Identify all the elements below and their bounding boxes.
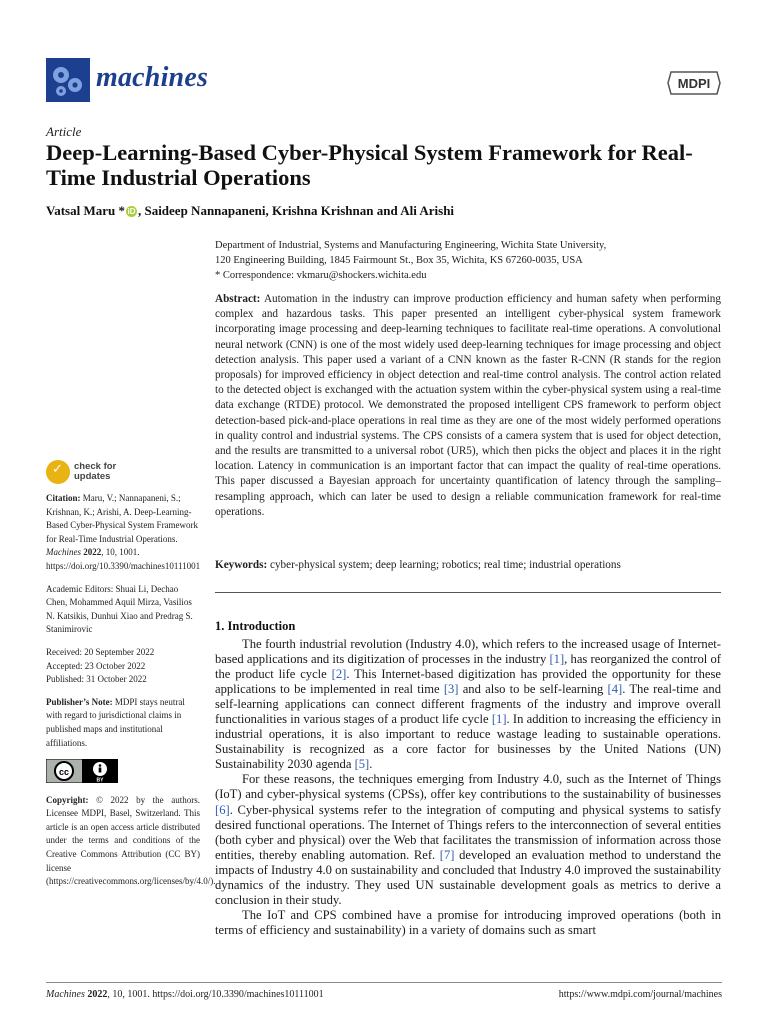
body-text — [215, 637, 721, 938]
citation-link[interactable]: [7] — [439, 847, 455, 862]
article-type: Article — [46, 124, 82, 139]
citation-link[interactable]: [3] — [443, 682, 459, 697]
copyright-block: Copyright: © 2022 by the authors. Licensee MDPI, Basel, Switzerland. This article is an open access article distributed under the terms and conditions of the Creative Commons Attribution (CC BY) license (https://creativecommons.org/licenses/by/4.0/). — [46, 794, 216, 887]
correspondence: * Correspondence: vkmaru@shockers.wichita.edu — [215, 270, 427, 281]
academic-editors: Academic Editors: Shuai Li, Dechao Chen, Mohammed Aquil Mirza, Vasilios N. Katsikis, Dunhui Xiao and Predrag S. Stanimirovic — [46, 583, 193, 635]
abstract-text: Automation in the industry can improve production efficiency and human safety when performing complex and hazardous tasks. This paper presented an intelligent cyber-physical system framework incorporating image processing and deep-learning techniques to facilitate real-time operations. A convolutional neural network (CNN) is one of the most widely used deep-learning techniques for image processing and object detection analysis. This paper used a variant of a CNN known as the faster R-CNN (R stands for the region proposals) for improved efficiency in object detection and real-time control analysis. The control action related to the detected object is exchanged with the actuation system within the cyber-physical system using a real-time data exchange (RTDE) protocol. We demonstrated the proposed intelligent CPS framework to perform object detection-based pick-and-place operations in real time as they are one of the most widely performed operations in quality control and industrial systems. The CPS consists of a camera system that is used for object detection, and the results are transmitted to a universal robot (UR5), which then picks the object and places it in the right location. Latency in communication is an important factor that can impact the quality of real-time operations. This paper discussed a Bayesian approach for uncertainty quantification of latency through the sampling–resampling approach, which can later be used to design a reliable communication framework for real-time operations. — [215, 293, 721, 518]
footer-journal-url[interactable]: https://www.mdpi.com/journal/machines — [558, 989, 722, 1000]
check-for-updates-button[interactable]: ✓ check for updates — [46, 460, 200, 484]
footer-divider — [46, 982, 722, 983]
section-divider — [215, 592, 721, 593]
paragraph: The fourth industrial revolution (Industry 4.0), which refers to the increased usage of Internet-based applications and its digitization of processes in the industry [1], has reorganized the control of the product life cycle [2]. This Internet-based digitization has provided the opportunity for these applications to be implemented in real time [3] and also to be self-learning [4]. The real-time and self-learning applications can connect different fragments of the industry and improve overall functionalities in various stages of a product life cycle [1]. In addition to increasing the efficiency in industrial operations, it is also important to reduce wastage leading to sustainable operations. Sustainability is recognized as a core factor for businesses by the United Nations (UN) Sustainability 2030 agenda [5]. — [215, 637, 722, 772]
mdpi-logo-icon — [667, 70, 721, 96]
citation-link[interactable]: [2] — [331, 667, 347, 682]
affiliation-dept: Department of Industrial, Systems and Manufacturing Engineering, Wichita State University, — [215, 240, 607, 251]
svg-text:BY: BY — [96, 777, 104, 784]
cc-by-license-icon[interactable] — [46, 759, 118, 783]
citation-block: Citation: Maru, V.; Nannapaneni, S.; Krishnan, K.; Arishi, A. Deep-Learning-Based Cyber-Physical System Framework for Real-Time Industrial Operations. Machines 2022, 10, 1001. https://doi.org/10.3390/machines10111001 — [46, 493, 201, 571]
publisher-note: Publisher’s Note: MDPI stays neutral with regard to jurisdictional claims in published maps and institutional affiliations. — [46, 696, 185, 748]
paper-title: Deep-Learning-Based Cyber-Physical System Framework for Real-Time Industrial Operations — [46, 140, 693, 190]
affiliation-address: 120 Engineering Building, 1845 Fairmount St., Box 35, Wichita, KS 67260-0035, USA — [215, 255, 583, 266]
abstract — [215, 292, 721, 520]
author-first: Vatsal Maru * — [46, 203, 125, 218]
paragraph: For these reasons, the techniques emerging from Industry 4.0, such as the Internet of Things (IoT) and cyber-physical systems (CPSs), offer key contributions to the sustainability of businesses [6]. Cyber-physical systems refer to the integration of computing and physical systems to satisfy desired functional operations. The Internet of Things refers to the interconnection of several entities (both cyber and physical) over the Web that facilitates the transmission of information across those entities, thereby enabling automation. Ref. [7] developed an evaluation method to understand the impacts of Industry 4.0 on sustainability and concluded that Industry 4.0 improved the sustainability dynamics of the industry. They used UN sustainable development goals as metrics to derive a conclusion in their study. — [215, 772, 721, 907]
citation-link[interactable]: [6] — [215, 802, 230, 817]
citation-link[interactable]: [1] — [491, 712, 507, 727]
author-rest: , Saideep Nannapaneni, Krishna Krishnan and Ali Arishi — [137, 203, 455, 218]
check-icon: ✓ — [46, 460, 70, 484]
affiliation-block — [215, 238, 725, 283]
author-list — [46, 203, 726, 219]
keywords — [215, 558, 721, 573]
paragraph: The IoT and CPS combined have a promise for introducing improved operations (both in terms of efficiency and sustainability) in a variety of domains such as smart — [215, 907, 721, 937]
citation-link[interactable]: [4] — [607, 682, 623, 697]
orcid-icon[interactable]: iD — [127, 207, 136, 216]
mdpi-logo-text: MDPI — [677, 76, 711, 91]
footer-citation: Machines 2022, 10, 1001. https://doi.org/10.3390/machines10111001 — [46, 989, 324, 1000]
keywords-label: Keywords: — [215, 559, 268, 571]
sidebar — [46, 460, 216, 898]
keywords-text: cyber-physical system; deep learning; robotics; real time; industrial operations — [267, 559, 621, 571]
abstract-label: Abstract: — [215, 293, 261, 305]
dates-block: Received: 20 September 2022 Accepted: 23 October 2022 Published: 31 October 2022 — [46, 646, 155, 685]
svg-text:cc: cc — [58, 767, 70, 778]
journal-logo-gears-icon — [46, 58, 90, 102]
section-heading: 1. Introduction — [215, 619, 296, 633]
journal-name: machines — [96, 62, 209, 93]
citation-link[interactable]: [5] — [354, 757, 370, 772]
page-footer — [46, 989, 722, 1000]
citation-link[interactable]: [1] — [549, 652, 565, 667]
